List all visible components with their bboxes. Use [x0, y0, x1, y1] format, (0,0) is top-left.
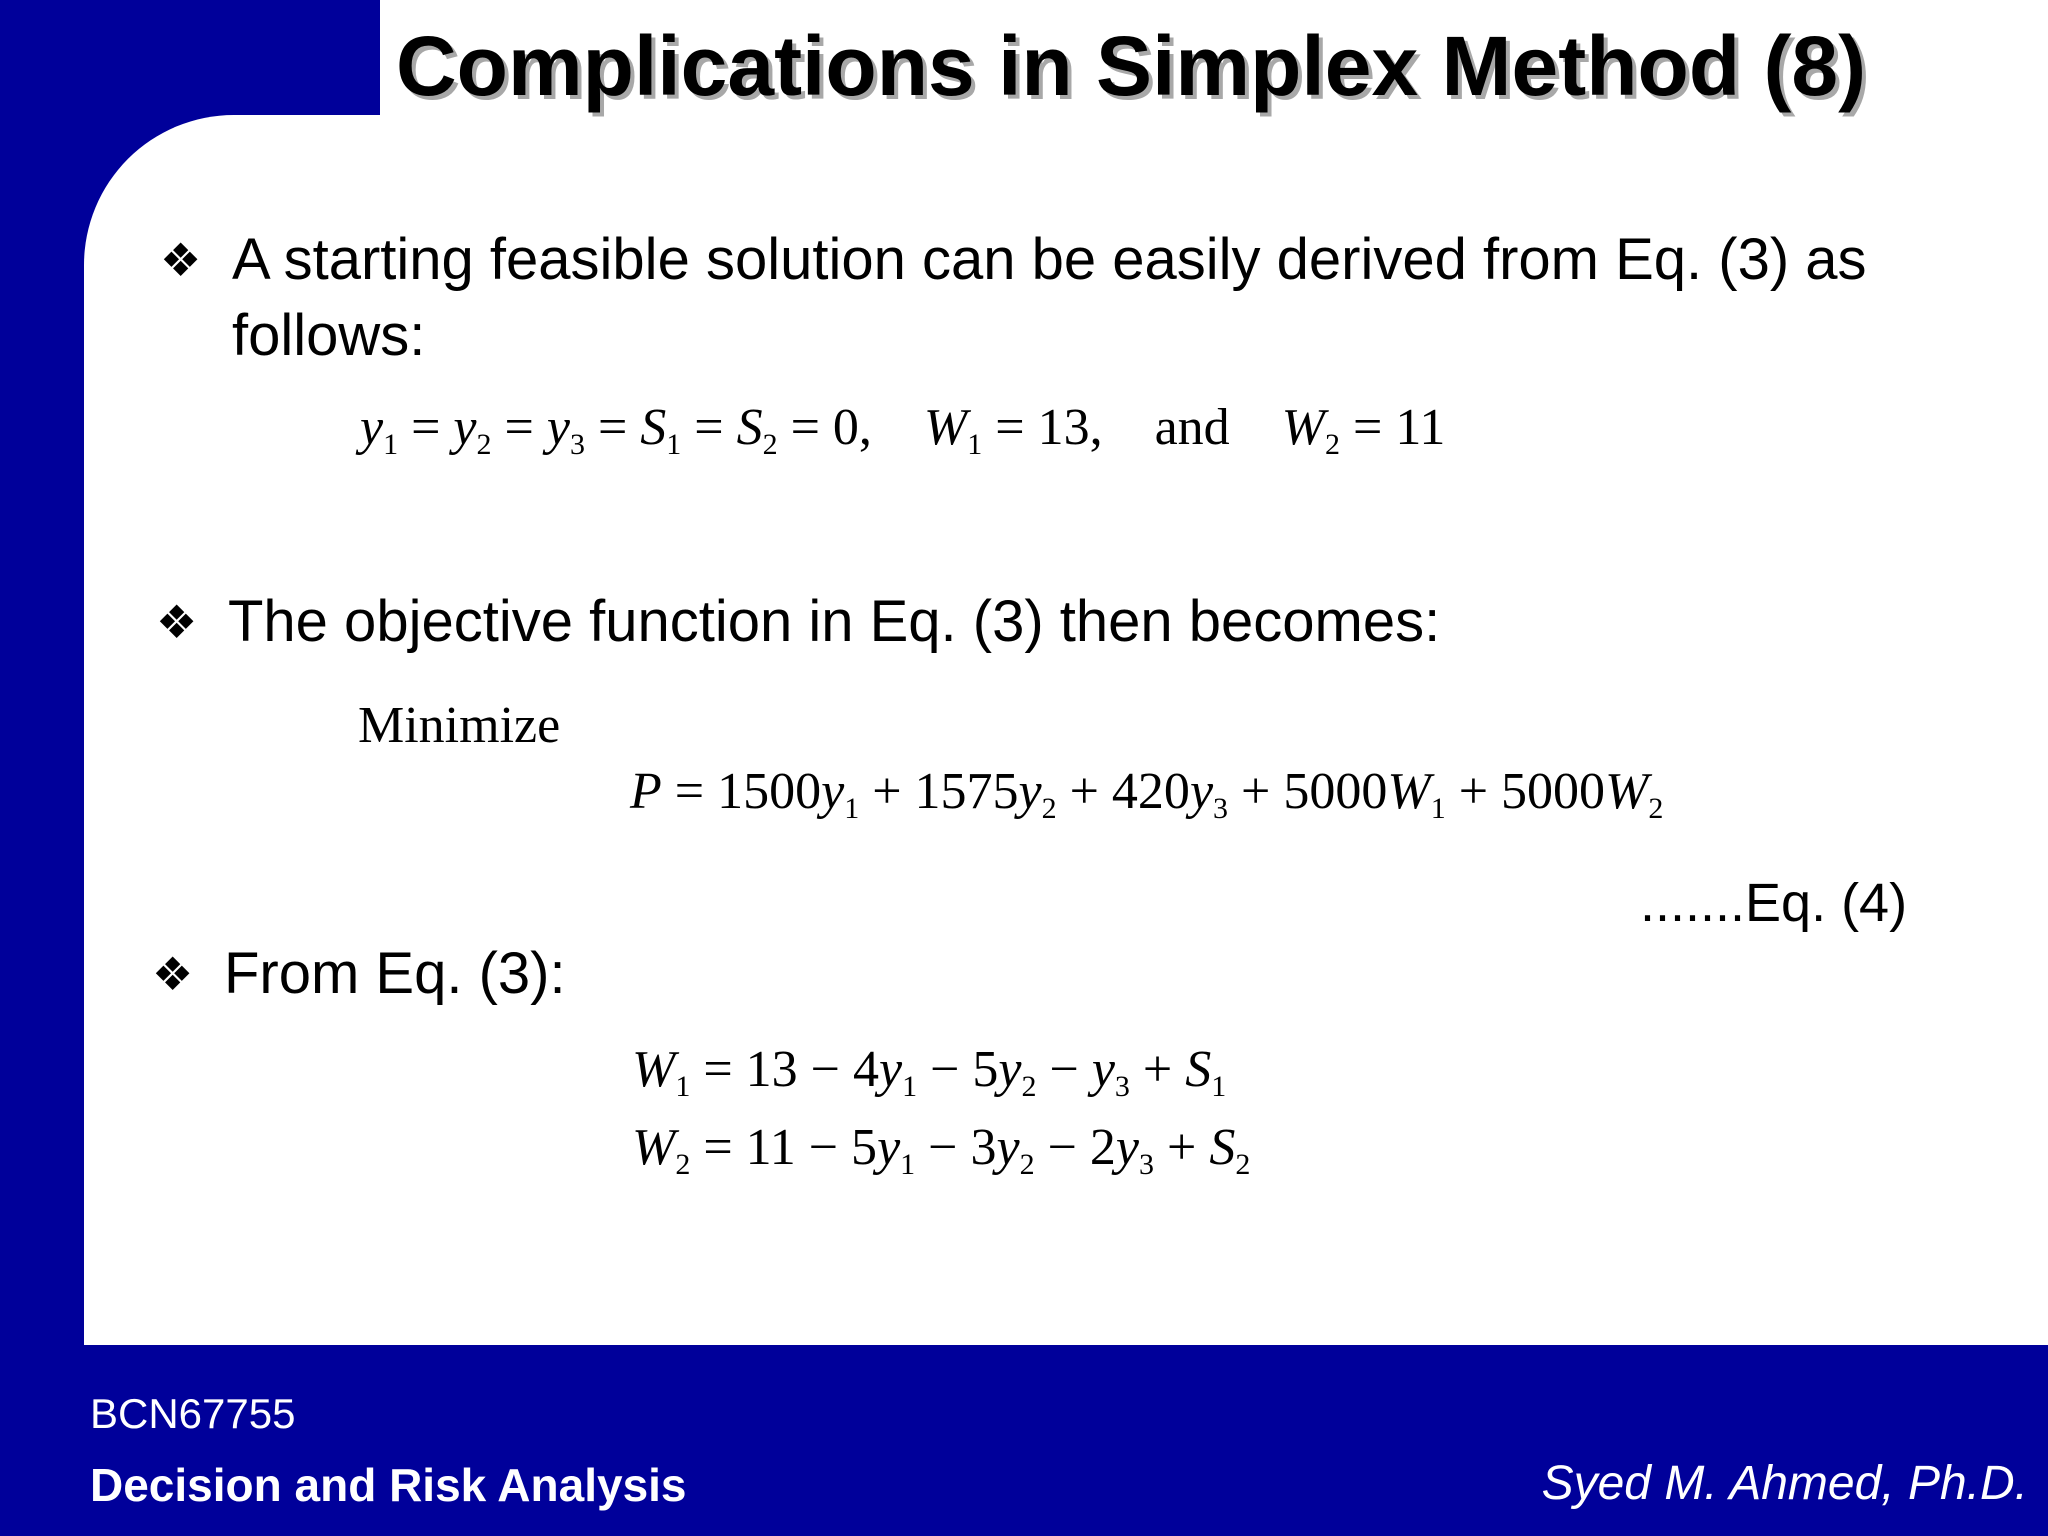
- footer-author: Syed M. Ahmed, Ph.D.: [1541, 1457, 2028, 1510]
- equation-w1: $W_1 = 13 - 4y_1 - 5y_2 - y_3 + S_1$: [632, 1041, 1227, 1103]
- footer-course-name: Decision and Risk Analysis: [90, 1459, 687, 1511]
- equation-starting-solution: $y_1 = y_2 = y_3 = S_1 = S_2 = 0$, $W_1 = 13$, and $W_2 = 11$: [360, 399, 1446, 461]
- slide-title: Complications in Simplex Method (8): [396, 19, 1867, 113]
- bullet-diamond-icon: ❖: [160, 234, 202, 286]
- bullet-text: The objective function in Eq. (3) then becomes:: [228, 589, 1441, 654]
- bullet-diamond-icon: ❖: [156, 596, 198, 648]
- equation-objective: $P = 1500y_1 + 1575y_2 + 420y_3 + 5000W_1 + 5000W_2$: [630, 763, 1664, 825]
- bullet-text: From Eq. (3):: [224, 941, 566, 1006]
- footer-course-code: BCN67755: [90, 1390, 296, 1437]
- bullet-text: A starting feasible solution can be easily derived from Eq. (3) as follows:: [232, 227, 1867, 368]
- minimize-label: Minimize: [358, 697, 561, 754]
- equation-label: .......Eq. (4): [1640, 873, 1908, 933]
- equation-w2: $W_2 = 11 - 5y_1 - 3y_2 - 2y_3 + S_2$: [632, 1119, 1251, 1181]
- bullet-diamond-icon: ❖: [152, 948, 194, 1000]
